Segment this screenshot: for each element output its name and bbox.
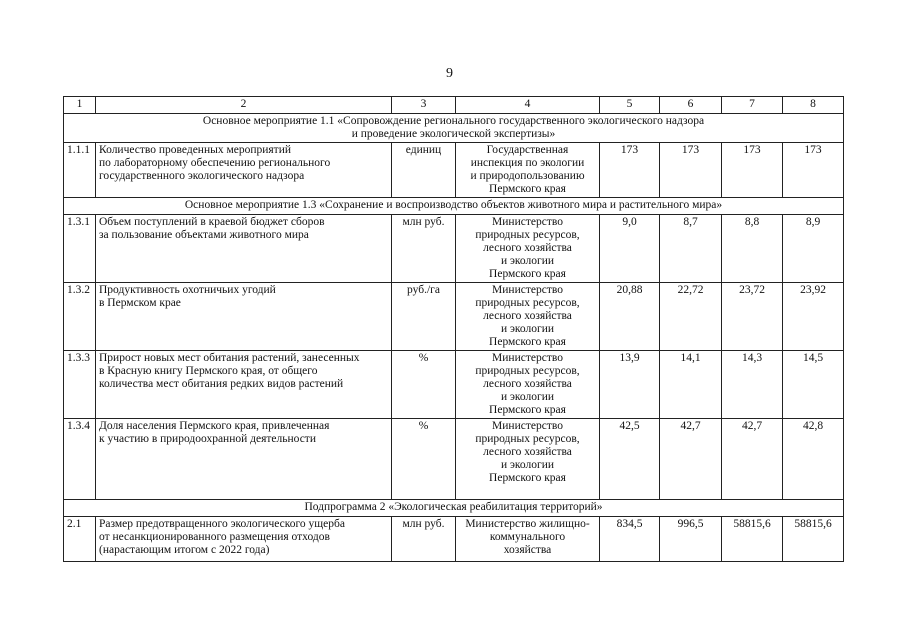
value-col6: 173 [660,143,722,198]
row-number: 1.3.2 [64,283,96,351]
value-col6: 22,72 [660,283,722,351]
header-cell: 1 [64,97,96,114]
indicator-name: Размер предотвращенного экологического ущерба от несанкционированного размещения отходов (нарастающим итогом с 2022 года) [96,517,392,562]
row-number: 2.1 [64,517,96,562]
value-col7: 8,8 [722,215,783,283]
value-col6: 14,1 [660,351,722,419]
responsible-org: Министерство природных ресурсов, лесного хозяйства и экологии Пермского края [456,419,600,500]
unit-cell: млн руб. [392,215,456,283]
indicator-name: Количество проведенных мероприятий по лабораторному обеспечению регионального государственного экологического надзора [96,143,392,198]
value-col7: 58815,6 [722,517,783,562]
indicators-table [63,96,844,562]
indicator-name: Объем поступлений в краевой бюджет сборов за пользование объектами животного мира [96,215,392,283]
value-col8: 14,5 [783,351,844,419]
section-row [64,500,844,517]
section-row [64,114,844,143]
table-row [64,517,844,562]
unit-cell: % [392,419,456,500]
indicator-name: Продуктивность охотничьих угодий в Пермском крае [96,283,392,351]
table-row [64,215,844,283]
section-row [64,198,844,215]
indicator-name: Прирост новых мест обитания растений, занесенных в Красную книгу Пермского края, от общего количества мест обитания редких видов растений [96,351,392,419]
table-body [64,97,844,562]
value-col6: 42,7 [660,419,722,500]
header-cell: 8 [783,97,844,114]
unit-cell: единиц [392,143,456,198]
unit-cell: руб./га [392,283,456,351]
section-title: Подпрограмма 2 «Экологическая реабилитация территорий» [64,500,844,517]
header-cell: 6 [660,97,722,114]
value-col8: 8,9 [783,215,844,283]
responsible-org: Министерство природных ресурсов, лесного хозяйства и экологии Пермского края [456,351,600,419]
value-col5: 20,88 [600,283,660,351]
value-col7: 23,72 [722,283,783,351]
value-col7: 42,7 [722,419,783,500]
header-cell: 7 [722,97,783,114]
table-row [64,419,844,500]
value-col8: 42,8 [783,419,844,500]
value-col5: 42,5 [600,419,660,500]
unit-cell: млн руб. [392,517,456,562]
header-cell: 4 [456,97,600,114]
table-row [64,351,844,419]
header-cell: 3 [392,97,456,114]
value-col8: 173 [783,143,844,198]
row-number: 1.3.3 [64,351,96,419]
section-title: Основное мероприятие 1.1 «Сопровождение регионального государственного экологического надзора и проведение экологической экспертизы» [64,114,844,143]
value-col5: 13,9 [600,351,660,419]
section-title: Основное мероприятие 1.3 «Сохранение и воспроизводство объектов животного мира и растительного мира» [64,198,844,215]
indicator-name: Доля населения Пермского края, привлеченная к участию в природоохранной деятельности [96,419,392,500]
value-col8: 23,92 [783,283,844,351]
responsible-org: Государственная инспекция по экологии и природопользованию Пермского края [456,143,600,198]
table-row [64,143,844,198]
header-row [64,97,844,114]
responsible-org: Министерство жилищно- коммунального хозяйства [456,517,600,562]
table-row [64,283,844,351]
row-number: 1.3.1 [64,215,96,283]
page-number: 9 [446,66,453,81]
responsible-org: Министерство природных ресурсов, лесного хозяйства и экологии Пермского края [456,215,600,283]
header-cell: 5 [600,97,660,114]
row-number: 1.3.4 [64,419,96,500]
unit-cell: % [392,351,456,419]
value-col6: 8,7 [660,215,722,283]
value-col5: 834,5 [600,517,660,562]
value-col5: 173 [600,143,660,198]
value-col7: 173 [722,143,783,198]
value-col5: 9,0 [600,215,660,283]
value-col6: 996,5 [660,517,722,562]
row-number: 1.1.1 [64,143,96,198]
header-cell: 2 [96,97,392,114]
responsible-org: Министерство природных ресурсов, лесного хозяйства и экологии Пермского края [456,283,600,351]
value-col8: 58815,6 [783,517,844,562]
value-col7: 14,3 [722,351,783,419]
